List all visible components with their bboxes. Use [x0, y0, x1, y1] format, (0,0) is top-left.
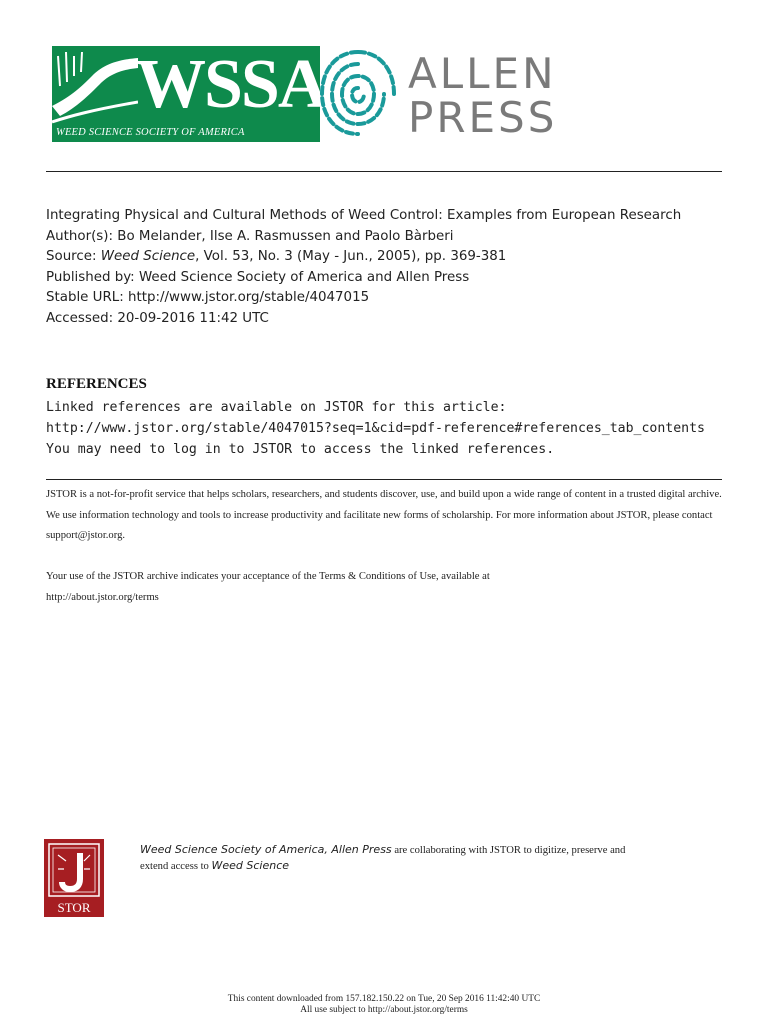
footer-download-line: This content downloaded from 157.182.150.22 on Tue, 20 Sep 2016 11:42:40 UTC [227, 994, 541, 1004]
terms-notice [46, 567, 726, 608]
authors-value: Bo Melander, Ilse A. Rasmussen and Paolo Bàrberi [117, 228, 454, 244]
fingerprint-icon [316, 44, 400, 142]
collab-text: are collaborating with JSTOR to digitize, preserve and [391, 845, 626, 856]
page-footer [0, 994, 768, 1016]
article-stable-url [46, 288, 726, 309]
references-login-note: You may need to log in to JSTOR to access the linked references. [46, 442, 555, 457]
divider-middle [46, 479, 722, 480]
publisher-label: Published by: [46, 269, 135, 285]
footer-terms-line: All use subject to http://about.jstor.org/terms [300, 1005, 468, 1015]
source-journal: Weed Science [100, 249, 196, 264]
allen-press-line2: PRESS [408, 93, 558, 142]
references-heading: REFERENCES [46, 376, 147, 392]
stable-url-link[interactable]: http://www.jstor.org/stable/4047015 [128, 290, 370, 305]
terms-text: Your use of the JSTOR archive indicates your acceptance of the Terms & Conditions of Use, available at [46, 571, 490, 582]
wssa-wordmark: WSSA [136, 46, 327, 123]
stable-url-label: Stable URL: [46, 290, 124, 305]
wssa-tagline: WEED SCIENCE SOCIETY OF AMERICA [56, 127, 245, 138]
references-body [46, 397, 705, 460]
article-publisher [46, 268, 726, 289]
article-authors [46, 227, 726, 248]
article-source [46, 247, 726, 268]
jstor-emblem-icon [44, 839, 104, 917]
source-details: , Vol. 53, No. 3 (May - Jun., 2005), pp. 369-381 [195, 249, 507, 264]
references-link[interactable]: http://www.jstor.org/stable/4047015?seq=1&cid=pdf-reference#references_tab_contents [46, 421, 705, 436]
collab-publishers: Weed Science Society of America, Allen Press [140, 843, 392, 856]
terms-link[interactable]: http://about.jstor.org/terms [46, 591, 159, 603]
collab-text-2: extend access to [140, 860, 212, 872]
source-label: Source: [46, 249, 97, 264]
article-accessed [46, 309, 726, 330]
jstor-logo-letters: STOR [57, 900, 91, 915]
landscape-icon [52, 46, 138, 128]
publisher-value: Weed Science Society of America and Allen Press [138, 269, 470, 285]
collab-journal: Weed Science [211, 858, 290, 872]
authors-label: Author(s): [46, 228, 114, 244]
article-metadata [46, 206, 726, 329]
article-title: Integrating Physical and Cultural Methods of Weed Control: Examples from European Research [46, 208, 682, 223]
jstor-logo [44, 839, 104, 917]
accessed-label: Accessed: [46, 310, 114, 326]
allen-press-line1: ALLEN [408, 49, 557, 98]
accessed-value: 20-09-2016 11:42 UTC [117, 310, 269, 326]
wssa-logo [52, 46, 327, 142]
allen-press-logo [408, 49, 558, 142]
divider-top [46, 171, 722, 172]
collaboration-note [140, 840, 740, 877]
references-line: Linked references are available on JSTOR for this article: [46, 400, 507, 415]
jstor-description: JSTOR is a not-for-profit service that helps scholars, researchers, and students discover, use, and build upon a wide range of content in a trusted digital archive. We use information technology and tools to increase productivity and facilitate new forms of scholarship. For more information about JSTOR, please contact support@jstor.org. [46, 489, 722, 542]
